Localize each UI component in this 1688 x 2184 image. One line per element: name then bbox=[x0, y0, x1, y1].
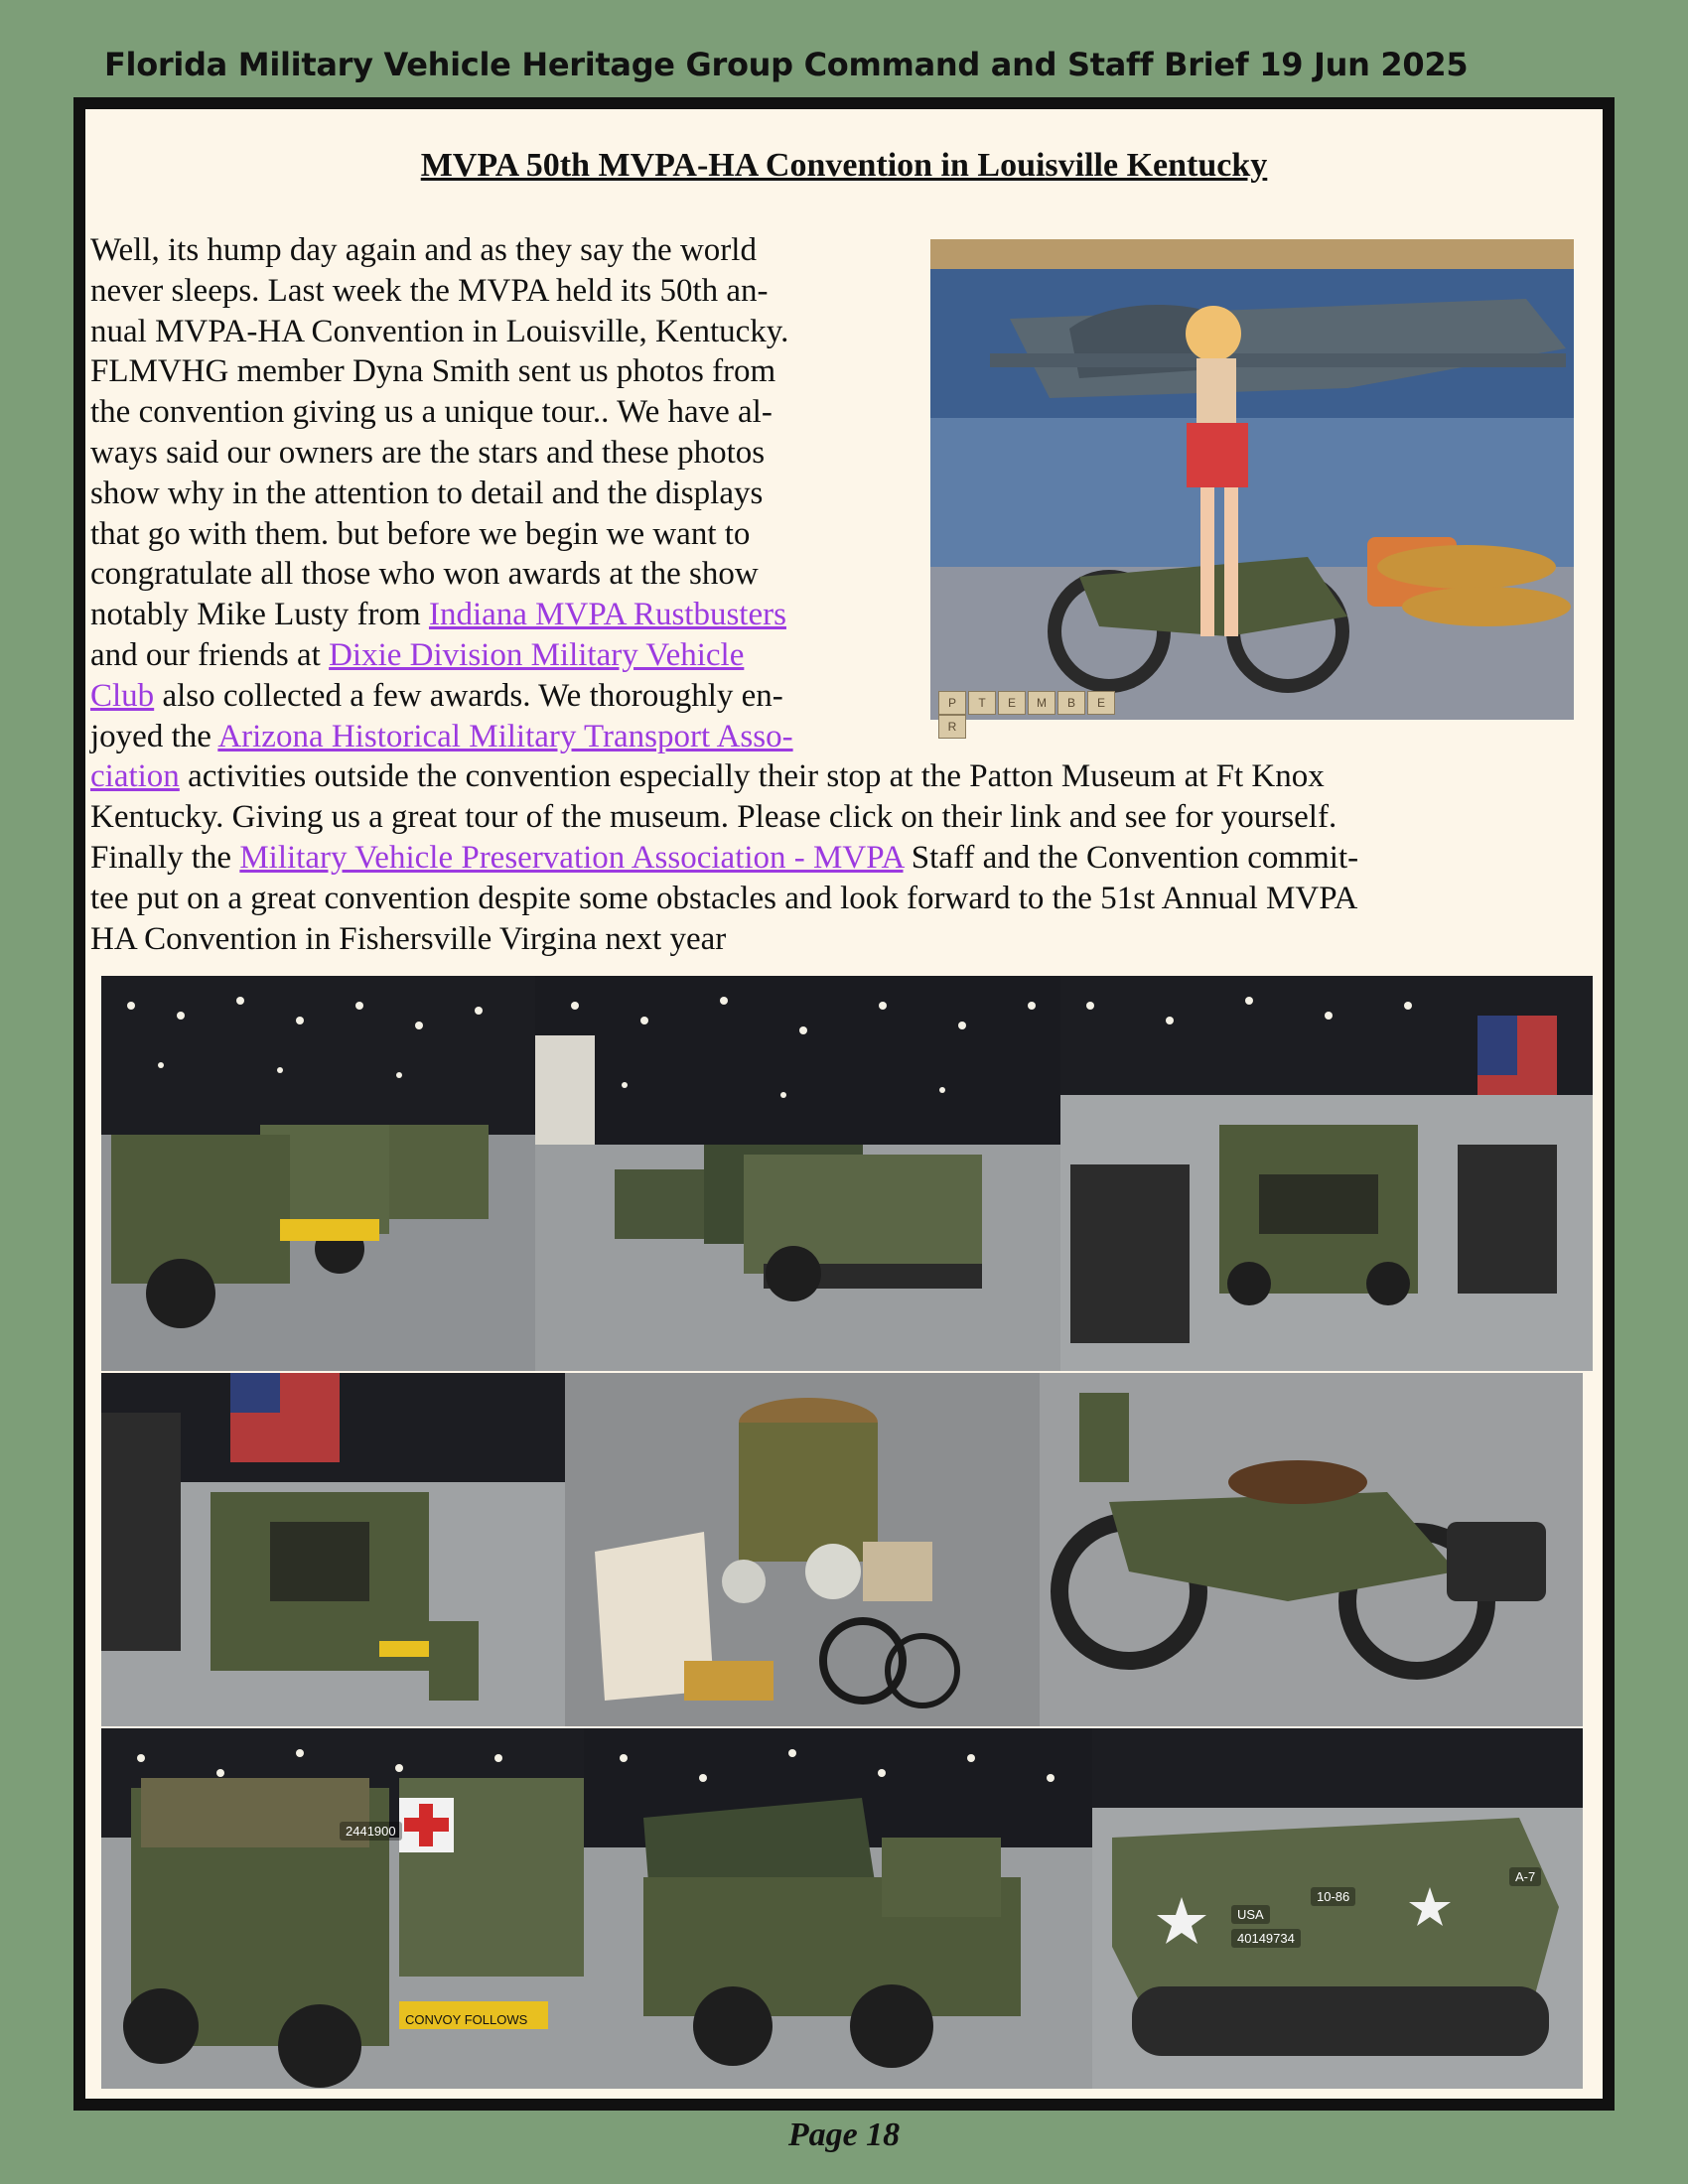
page-number: Page 18 bbox=[787, 2116, 901, 2153]
photo-jeep-display bbox=[1060, 976, 1593, 1371]
caption-letter: R bbox=[938, 715, 966, 739]
photo-dodge-trucks-row bbox=[101, 976, 535, 1371]
amphib-code-marking: A-7 bbox=[1509, 1867, 1541, 1886]
body-line: congratulate all those who won awards at the show bbox=[90, 556, 759, 593]
caption-letter: T bbox=[968, 691, 996, 715]
article-title bbox=[0, 147, 1688, 185]
body-text-segment: and our friends at bbox=[90, 636, 330, 673]
body-line: never sleeps. Last week the MVPA held its 50th an- bbox=[90, 272, 769, 309]
body-line bbox=[90, 717, 1595, 757]
convention-hall-image bbox=[535, 976, 1060, 1371]
photo-halftrack-row bbox=[535, 976, 1060, 1371]
link-indiana-rustbusters[interactable]: Indiana MVPA Rustbusters bbox=[428, 597, 786, 633]
link-dixie-division[interactable]: Dixie Division Military Vehicle bbox=[329, 636, 745, 673]
body-text-segment: joyed the bbox=[90, 718, 218, 754]
truck-number-label: 2441900 bbox=[340, 1822, 402, 1841]
newsletter-header: Florida Military Vehicle Heritage Group Command and Staff Brief 19 Jun 2025 bbox=[104, 46, 1469, 83]
link-arizona-association[interactable]: ciation bbox=[90, 758, 180, 795]
body-line: show why in the attention to detail and the displays bbox=[90, 475, 764, 511]
caption-letter: M bbox=[1028, 691, 1055, 715]
body-line bbox=[90, 756, 1595, 797]
link-dixie-division-club[interactable]: Club bbox=[90, 677, 155, 714]
amphib-serial-marking: 40149734 bbox=[1231, 1929, 1301, 1948]
body-line bbox=[90, 838, 1595, 879]
caption-letter: E bbox=[1087, 691, 1115, 715]
convention-hall-image bbox=[101, 1373, 565, 1726]
photo-jeep-convoy bbox=[101, 1373, 565, 1726]
body-line: the convention giving us a unique tour.. We have al- bbox=[90, 394, 773, 431]
photo-amphibious-tracked-vehicle bbox=[1092, 1728, 1583, 2089]
caption-letter: B bbox=[1057, 691, 1085, 715]
motorcycle-image bbox=[1040, 1373, 1583, 1726]
body-line: ways said our owners are the stars and these photos bbox=[90, 434, 766, 471]
parts-display-image bbox=[565, 1373, 1040, 1726]
convention-hall-image bbox=[1092, 1728, 1583, 2089]
body-line: nual MVPA-HA Convention in Louisville, Kentucky. bbox=[90, 313, 789, 349]
pinup-poster-image bbox=[930, 239, 1574, 720]
caption-letter: E bbox=[998, 691, 1026, 715]
convention-hall-image bbox=[1060, 976, 1593, 1371]
article-title-text: MVPA 50th MVPA-HA Convention in Louisville Kentucky bbox=[420, 147, 1268, 184]
body-text-segment: Finally the bbox=[90, 839, 240, 876]
photo-dodge-ambulance bbox=[101, 1728, 584, 2089]
body-line: Well, its hump day again and as they say the world bbox=[90, 232, 757, 268]
poster-caption-tiles bbox=[938, 691, 1137, 734]
link-mvpa[interactable]: Military Vehicle Preservation Association - MVPA bbox=[239, 839, 904, 876]
body-text-segment: notably Mike Lusty from bbox=[90, 597, 429, 633]
convoy-follows-plate: CONVOY FOLLOWS bbox=[399, 2010, 533, 2029]
caption-letter: P bbox=[938, 691, 966, 715]
pinup-poster-photo bbox=[930, 239, 1574, 720]
body-line: HA Convention in Fishersville Virgina next year bbox=[90, 920, 727, 957]
body-text-segment: also collected a few awards. We thoroughly en- bbox=[154, 677, 783, 714]
amphib-usa-marking: USA bbox=[1231, 1905, 1270, 1924]
convention-hall-image bbox=[584, 1728, 1092, 2089]
convention-hall-image bbox=[101, 976, 535, 1371]
photo-motorcycle bbox=[1040, 1373, 1583, 1726]
body-text-segment: Staff and the Convention commit- bbox=[903, 839, 1359, 876]
convention-hall-image bbox=[101, 1728, 584, 2089]
body-line: that go with them. but before we begin we want to bbox=[90, 515, 751, 552]
body-line: FLMVHG member Dyna Smith sent us photos from bbox=[90, 353, 776, 390]
body-line: tee put on a great convention despite some obstacles and look forward to the 51st Annual MVPA bbox=[90, 880, 1358, 916]
link-arizona-historical[interactable]: Arizona Historical Military Transport Asso- bbox=[217, 718, 793, 754]
photo-cargo-truck bbox=[584, 1728, 1092, 2089]
body-text-segment: activities outside the convention especially their stop at the Patton Museum at Ft Knox bbox=[179, 758, 1325, 795]
body-line: Kentucky. Giving us a great tour of the museum. Please click on their link and see for yourself. bbox=[90, 799, 1337, 836]
amphib-hull-number: 10-86 bbox=[1311, 1887, 1355, 1906]
photo-parts-kit bbox=[565, 1373, 1040, 1726]
